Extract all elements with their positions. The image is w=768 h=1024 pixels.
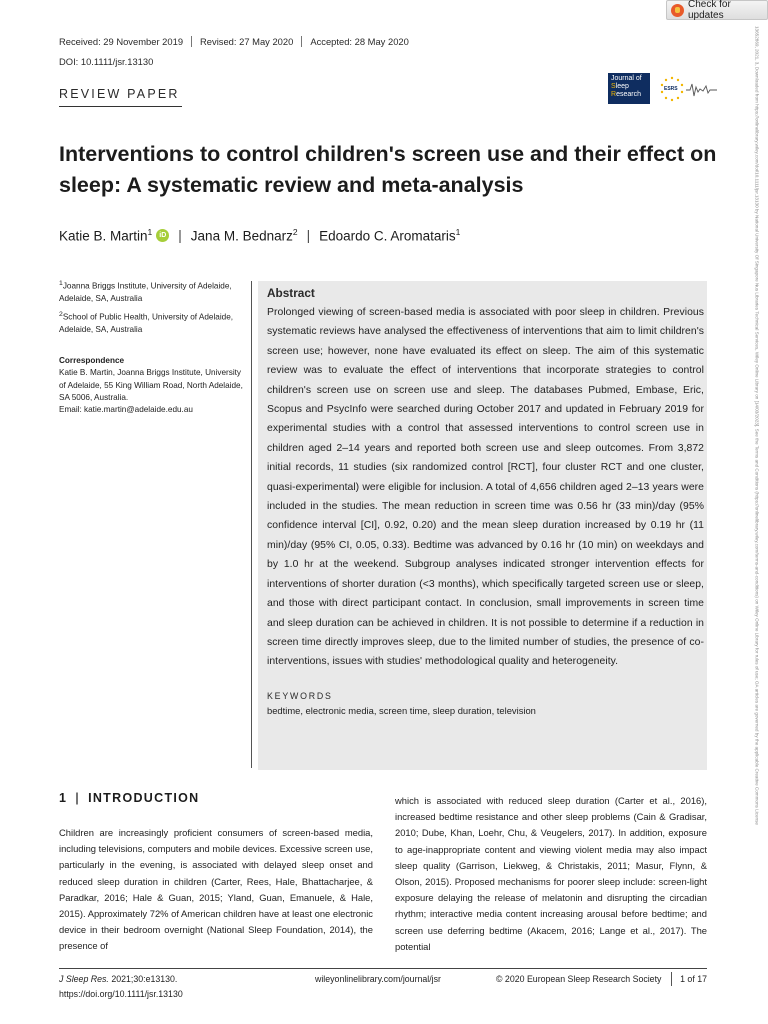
revised-date: Revised: 27 May 2020 xyxy=(191,36,301,47)
section-heading-introduction: 1 | INTRODUCTION xyxy=(59,791,200,805)
correspondence-email[interactable]: Email: katie.martin@adelaide.edu.au xyxy=(59,405,193,415)
author-list xyxy=(59,227,460,244)
keywords-heading: KEYWORDS xyxy=(267,690,333,701)
article-dates xyxy=(59,36,417,47)
author-separator: | xyxy=(306,227,311,243)
introduction-text-left: Children are increasingly proficient consumers of screen-based media, including televisions, computers and mobile devices. Excessive screen use, particularly in the evening, is associated with delayed sleep onset and reduced sleep duration in children (Carter, Rees, Hale, Bhattacharjee, & Paradkar, 2016; Hale & Guan, 2015; Yland, Guan, Emanuele, & Hale, 2015). Approximately 72% of American children have at least one electronic device in their bedroom overnight (National Sleep Foundation, 2014), the presence of xyxy=(59,827,373,952)
check-for-updates-label: Check for updates xyxy=(688,0,731,21)
footer-copyright: © 2020 European Sleep Research Society xyxy=(496,974,662,984)
column-divider xyxy=(251,281,252,768)
abstract-text: Prolonged viewing of screen-based media is associated with poor sleep in children. Previous systematic reviews have analysed the effectiveness of interventions that aim to limit children's screen use; however, none have evaluated its effect on sleep. The aim of this systematic review was to evaluate the effect of interventions that incorporate strategies to control children's screen use on screen use and sleep. The databases Pubmed, Embase, Eric, Scopus and PsycInfo were searched during October 2017 and updated in February 2019 for experimental studies with a control that assessed interventions to control screen use in children aged 2–14 years and reported both screen use and sleep outcomes. From 3,872 initial records, 11 studies (six randomized control [RCT], four cluster RCT and one cluster, quasi-experimental) were eligible for inclusion. A total of 4,656 children aged 2–13 years were included in the studies. The mean reduction in screen time was 0.56 hr (33 min)/day (95% confidence interval [CI], 0.92, 0.20) and the mean sleep duration increased by 0.19 hr (11 min)/day (95% CI, 0.05, 0.33). Bedtime was advanced by 0.16 hr (10 min) on weekdays and by 1.0 hr at the weekend. Subgroup analyses indicated stronger intervention effects for interventions of shorter duration (<3 months), which specifically targeted screen use or sleep, and those with direct participant contact. In conclusion, small improvements in screen time and sleep duration can be achieved in children. It is not possible to determine if a reduction in screen time directly improves sleep, due to the limited number of studies, the presence of co-interventions, issues with studies' methodological quality and heterogeneity. xyxy=(267,307,704,668)
check-for-updates-button[interactable] xyxy=(666,0,768,20)
crossmark-icon xyxy=(671,4,684,17)
affiliation-2: $^2$School of Public Health, University of Adelaide, Adelaide, SA, Australia xyxy=(59,311,234,335)
author-name[interactable]: Katie B. Martin$^1$ xyxy=(59,227,153,244)
doi-line: DOI: 10.1111/jsr.13130 xyxy=(59,56,154,67)
footer-journal-link[interactable]: wileyonlinelibrary.com/journal/jsr xyxy=(315,974,441,984)
download-notice-text: 13652869, 2021, 3, Downloaded from https://onlinelibrary.wiley.com/doi/10.1111/jsr.13130 by National University Of Singapore Nus Libraries Technical Services, Wiley Online Library on [14/03/2023]. See the Terms and Conditions (https://onlinelibrary.wiley.com/terms-and-conditions) on Wiley Online Library for rules of use; OA articles are governed by the applicable Creative Commons License xyxy=(754,26,760,825)
author-separator: | xyxy=(178,227,182,243)
keywords-list: bedtime, electronic media, screen time, sleep duration, television xyxy=(267,704,536,716)
abstract-heading: Abstract xyxy=(267,286,315,300)
orcid-icon[interactable]: iD xyxy=(156,229,169,242)
affiliation-1: $^1$Joanna Briggs Institute, University of Adelaide, Adelaide, SA, Australia xyxy=(59,280,232,303)
footer-citation: J Sleep Res. 2021;30:e13130. xyxy=(59,974,178,984)
article-title: Interventions to control children's screen use and their effect on sleep: A systematic review and meta-analysis xyxy=(59,142,717,197)
footer-doi-link[interactable]: https://doi.org/10.1111/jsr.13130 xyxy=(59,989,183,999)
received-date: Received: 29 November 2019 xyxy=(59,36,184,47)
abstract-panel xyxy=(258,281,707,770)
journal-of-sleep-research-logo: Journal of Sleep Research xyxy=(608,73,650,104)
page-number: 1 of 17 xyxy=(680,974,707,984)
author-name[interactable]: Edoardo C. Aromataris$^1$ xyxy=(319,227,461,244)
author-name[interactable]: Jana M. Bednarz$^2$ xyxy=(190,227,298,244)
footer-separator xyxy=(671,972,672,986)
download-notice-strip xyxy=(751,26,761,1016)
introduction-text-right: which is associated with reduced sleep duration (Carter et al., 2016), increased bedtime resistance and other sleep problems (Cain & Gradisar, 2010; Dube, Khan, Loehr, Chu, & Veugelers, 2017). In addition, exposure to age-inappropriate content and viewing violent media may also impact sleep quality (Garrison, Liekweg, & Christakis, 2011; Masur, Flynn, & Olson, 2015). Proposed mechanisms for poorer sleep include: screen-light exposure delaying the release of melatonin and disrupting the circadian rhythm; interactive media content increasing arousal before bedtime; and screen use deferring bedtime (Akacem, 2016; Lange et al., 2017). The potential xyxy=(395,795,707,952)
footer-rule xyxy=(59,968,707,969)
journal-logo xyxy=(608,73,718,104)
correspondence-heading: Correspondence xyxy=(59,356,125,366)
accepted-date: Accepted: 28 May 2020 xyxy=(301,36,417,47)
article-type-label: REVIEW PAPER xyxy=(59,87,180,101)
correspondence-address: Katie B. Martin, Joanna Briggs Institute, University of Adelaide, 55 King William Road, North Adelaide, SA 5006, Australia. xyxy=(59,368,243,402)
affiliations xyxy=(59,278,244,416)
esrs-logo: ESRS xyxy=(656,74,718,104)
